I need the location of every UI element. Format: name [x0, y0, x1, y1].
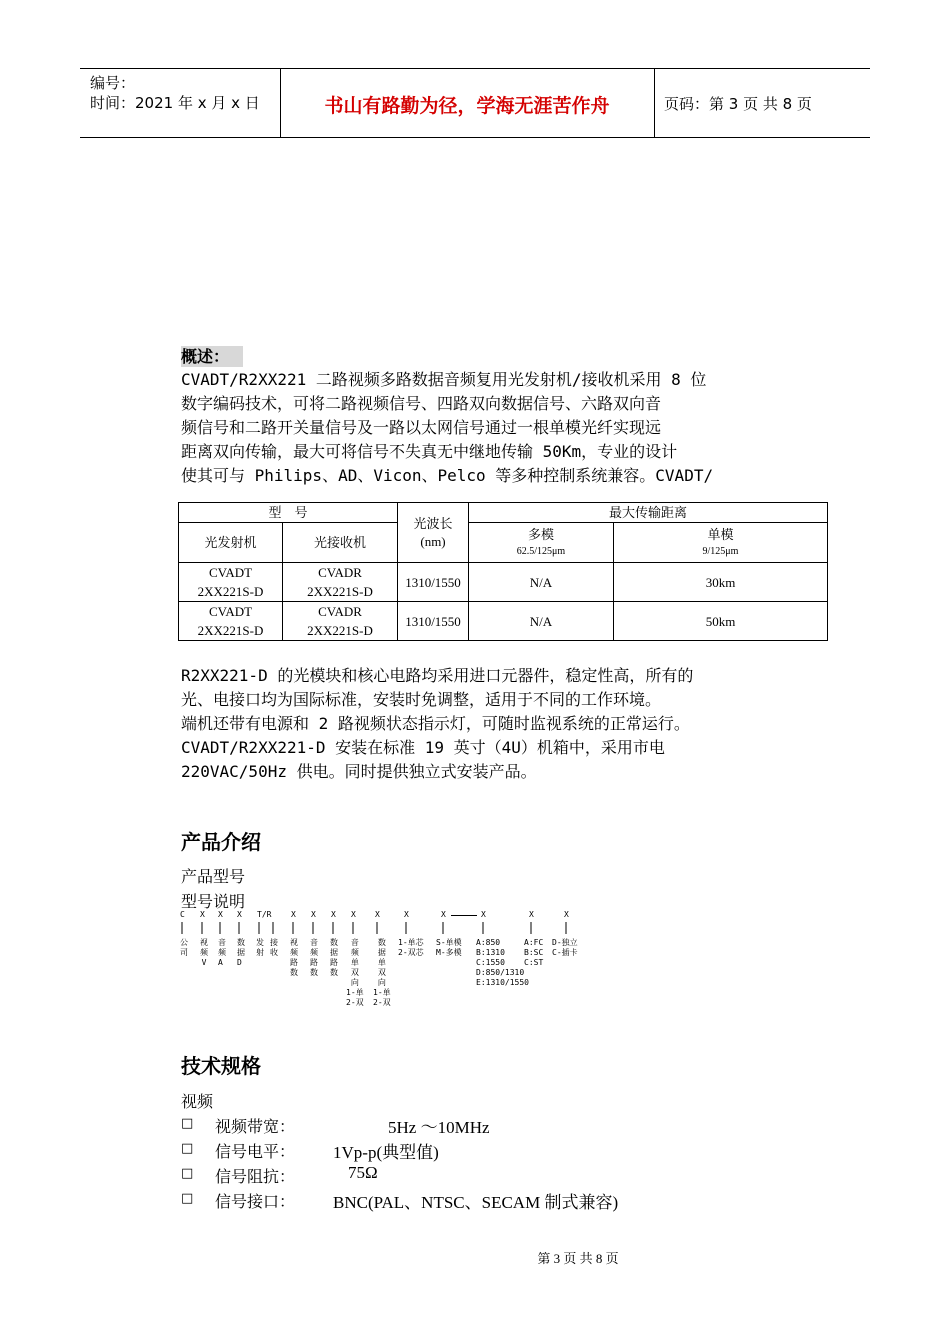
model-code-diagram	[180, 910, 600, 1010]
code-label: A:FC B:SC C:ST	[524, 938, 544, 967]
code-label: 数 据 单 双 向 1-单 2-双	[373, 938, 391, 1007]
code-dash	[451, 915, 477, 916]
table-header-wavelength	[398, 503, 469, 563]
product-section-title: 产品介绍	[181, 830, 261, 854]
code-letter: X	[200, 910, 205, 919]
table-cell-rx	[283, 602, 398, 641]
code-label: 数 据 路 数	[330, 938, 338, 977]
code-label: 音 频 单 双 向 1-单 2-双	[346, 938, 364, 1007]
text-line: 距离双向传输，最大可将信号不失真无中继地传输 50Km，专业的设计	[181, 442, 678, 461]
code-letter: T/R	[257, 910, 272, 919]
wavelength-label: 光波长	[413, 515, 453, 531]
table-row	[179, 563, 828, 602]
header-motto: 书山有路勤为径，学海无涯苦作舟	[324, 95, 610, 117]
table-header-singlemode	[614, 523, 828, 563]
table-header-model: 型 号	[179, 503, 398, 523]
code-label: 发 射	[256, 938, 264, 957]
doc-time-label: 时间：2021 年 x 月 x 日	[90, 94, 260, 112]
table-cell-tx	[179, 563, 283, 602]
page-header	[80, 68, 870, 138]
tech-section-title: 技术规格	[181, 1054, 261, 1078]
rx-model-line: CVADR	[318, 604, 362, 619]
code-letter: X	[331, 910, 336, 919]
table-cell-rx	[283, 563, 398, 602]
header-meta	[90, 73, 260, 113]
text-line: 使其可与 Philips、AD、Vicon、Pelco 等多种控制系统兼容。CVADT/	[181, 466, 714, 485]
product-model-label: 产品型号	[181, 867, 246, 886]
code-label: 数 据 D	[237, 938, 245, 967]
header-page-info: 页码：第 3 页 共 8 页	[664, 95, 812, 113]
rx-model-line: 2XX221S-D	[307, 623, 373, 638]
model-distance-table	[178, 502, 828, 641]
tech-video-label: 视频	[181, 1092, 214, 1111]
overview-paragraph-2	[181, 664, 769, 784]
checkbox-icon: □	[181, 1166, 194, 1181]
page-footer: 第 3 页 共 8 页	[537, 1251, 619, 1266]
code-label: 音 频 路 数	[310, 938, 318, 977]
multimode-label: 多模	[527, 526, 554, 542]
spec-value: 5Hz ～10MHz	[388, 1118, 490, 1137]
text-line: R2XX221-D 的光模块和核心电路均采用进口元器件，稳定性高，所有的	[181, 666, 694, 685]
table-cell-multimode: N/A	[469, 563, 614, 602]
code-letter: X	[218, 910, 223, 919]
code-letter: C	[180, 910, 185, 919]
checkbox-icon: □	[181, 1141, 194, 1156]
code-letter: X	[291, 910, 296, 919]
checkbox-icon: □	[181, 1191, 194, 1206]
code-label: S-单模 M-多模	[436, 938, 462, 957]
table-cell-singlemode: 50km	[614, 602, 828, 641]
spec-label: 信号电平：	[215, 1142, 296, 1161]
table-row	[179, 602, 828, 641]
code-label: A:850 B:1310 C:1550 D:850/1310 E:1310/1550	[476, 938, 529, 987]
table-cell-tx	[179, 602, 283, 641]
code-tick-lines	[180, 922, 600, 936]
code-letter: X	[311, 910, 316, 919]
table-cell-singlemode: 30km	[614, 563, 828, 602]
table-cell-multimode: N/A	[469, 602, 614, 641]
tx-model-line: CVADT	[208, 604, 253, 619]
code-letter: X	[481, 910, 486, 919]
code-letter: X	[441, 910, 446, 919]
table-header-tx: 光发射机	[179, 523, 283, 563]
table-header-max-distance: 最大传输距离	[469, 503, 828, 523]
code-letter: X	[375, 910, 380, 919]
code-label: 视 频 路 数	[290, 938, 298, 977]
singlemode-spec: 9/125μm	[702, 545, 739, 557]
spec-value: BNC(PAL、NTSC、SECAM 制式兼容)	[333, 1193, 619, 1212]
text-line: 频信号和二路开关量信号及一路以太网信号通过一根单模光纤实现远	[181, 418, 662, 437]
rx-model-line: CVADR	[318, 565, 362, 580]
text-line: CVADT/R2XX221 二路视频多路数据音频复用光发射机/接收机采用 8 位	[181, 370, 707, 389]
code-letter: X	[564, 910, 569, 919]
text-line: 220VAC/50Hz 供电。同时提供独立式安装产品。	[181, 762, 537, 781]
spec-value: 1Vp-p(典型值)	[333, 1143, 439, 1162]
code-letter: X	[404, 910, 409, 919]
code-letter: X	[529, 910, 534, 919]
text-line: CVADT/R2XX221-D 安装在标准 19 英寸（4U）机箱中，采用市电	[181, 738, 665, 757]
code-label: D-独立 C-插卡	[552, 938, 578, 957]
doc-number-label: 编号：	[90, 74, 136, 92]
spec-label: 视频带宽：	[215, 1117, 296, 1136]
text-line: 光、电接口均为国际标准，安装时免调整，适用于不同的工作环境。	[181, 690, 662, 709]
tx-model-line: 2XX221S-D	[197, 584, 264, 599]
table-cell-wavelength: 1310/1550	[398, 563, 469, 602]
spec-value: 75Ω	[348, 1163, 378, 1182]
spec-label: 信号接口：	[215, 1192, 296, 1211]
code-label: 视 频 V	[200, 938, 208, 967]
table-header-multimode	[469, 523, 614, 563]
tx-model-line: 2XX221S-D	[197, 623, 264, 638]
code-letter: X	[237, 910, 242, 919]
overview-title-wrap	[181, 344, 243, 367]
code-label: 1-单芯 2-双芯	[398, 938, 424, 957]
code-label: 音 频 A	[218, 938, 226, 967]
rx-model-line: 2XX221S-D	[307, 584, 373, 599]
wavelength-unit: (nm)	[420, 533, 446, 549]
product-model-desc-label: 型号说明	[181, 892, 246, 911]
table-cell-wavelength: 1310/1550	[398, 602, 469, 641]
code-label: 公 司	[180, 938, 188, 957]
code-letter: X	[351, 910, 356, 919]
multimode-spec: 62.5/125μm	[516, 545, 566, 557]
tx-model-line: CVADT	[208, 565, 253, 580]
spec-label: 信号阻抗：	[215, 1167, 296, 1186]
singlemode-label: 单模	[707, 526, 734, 542]
overview-paragraph-1	[181, 368, 769, 488]
checkbox-icon: □	[181, 1116, 194, 1131]
text-line: 端机还带有电源和 2 路视频状态指示灯，可随时监视系统的正常运行。	[181, 714, 690, 733]
overview-title: 概述：	[181, 346, 243, 367]
text-line: 数字编码技术，可将二路视频信号、四路双向数据信号、六路双向音	[181, 394, 662, 413]
header-divider	[654, 69, 655, 137]
table-header-rx: 光接收机	[283, 523, 398, 563]
code-label: 接 收	[270, 938, 278, 957]
